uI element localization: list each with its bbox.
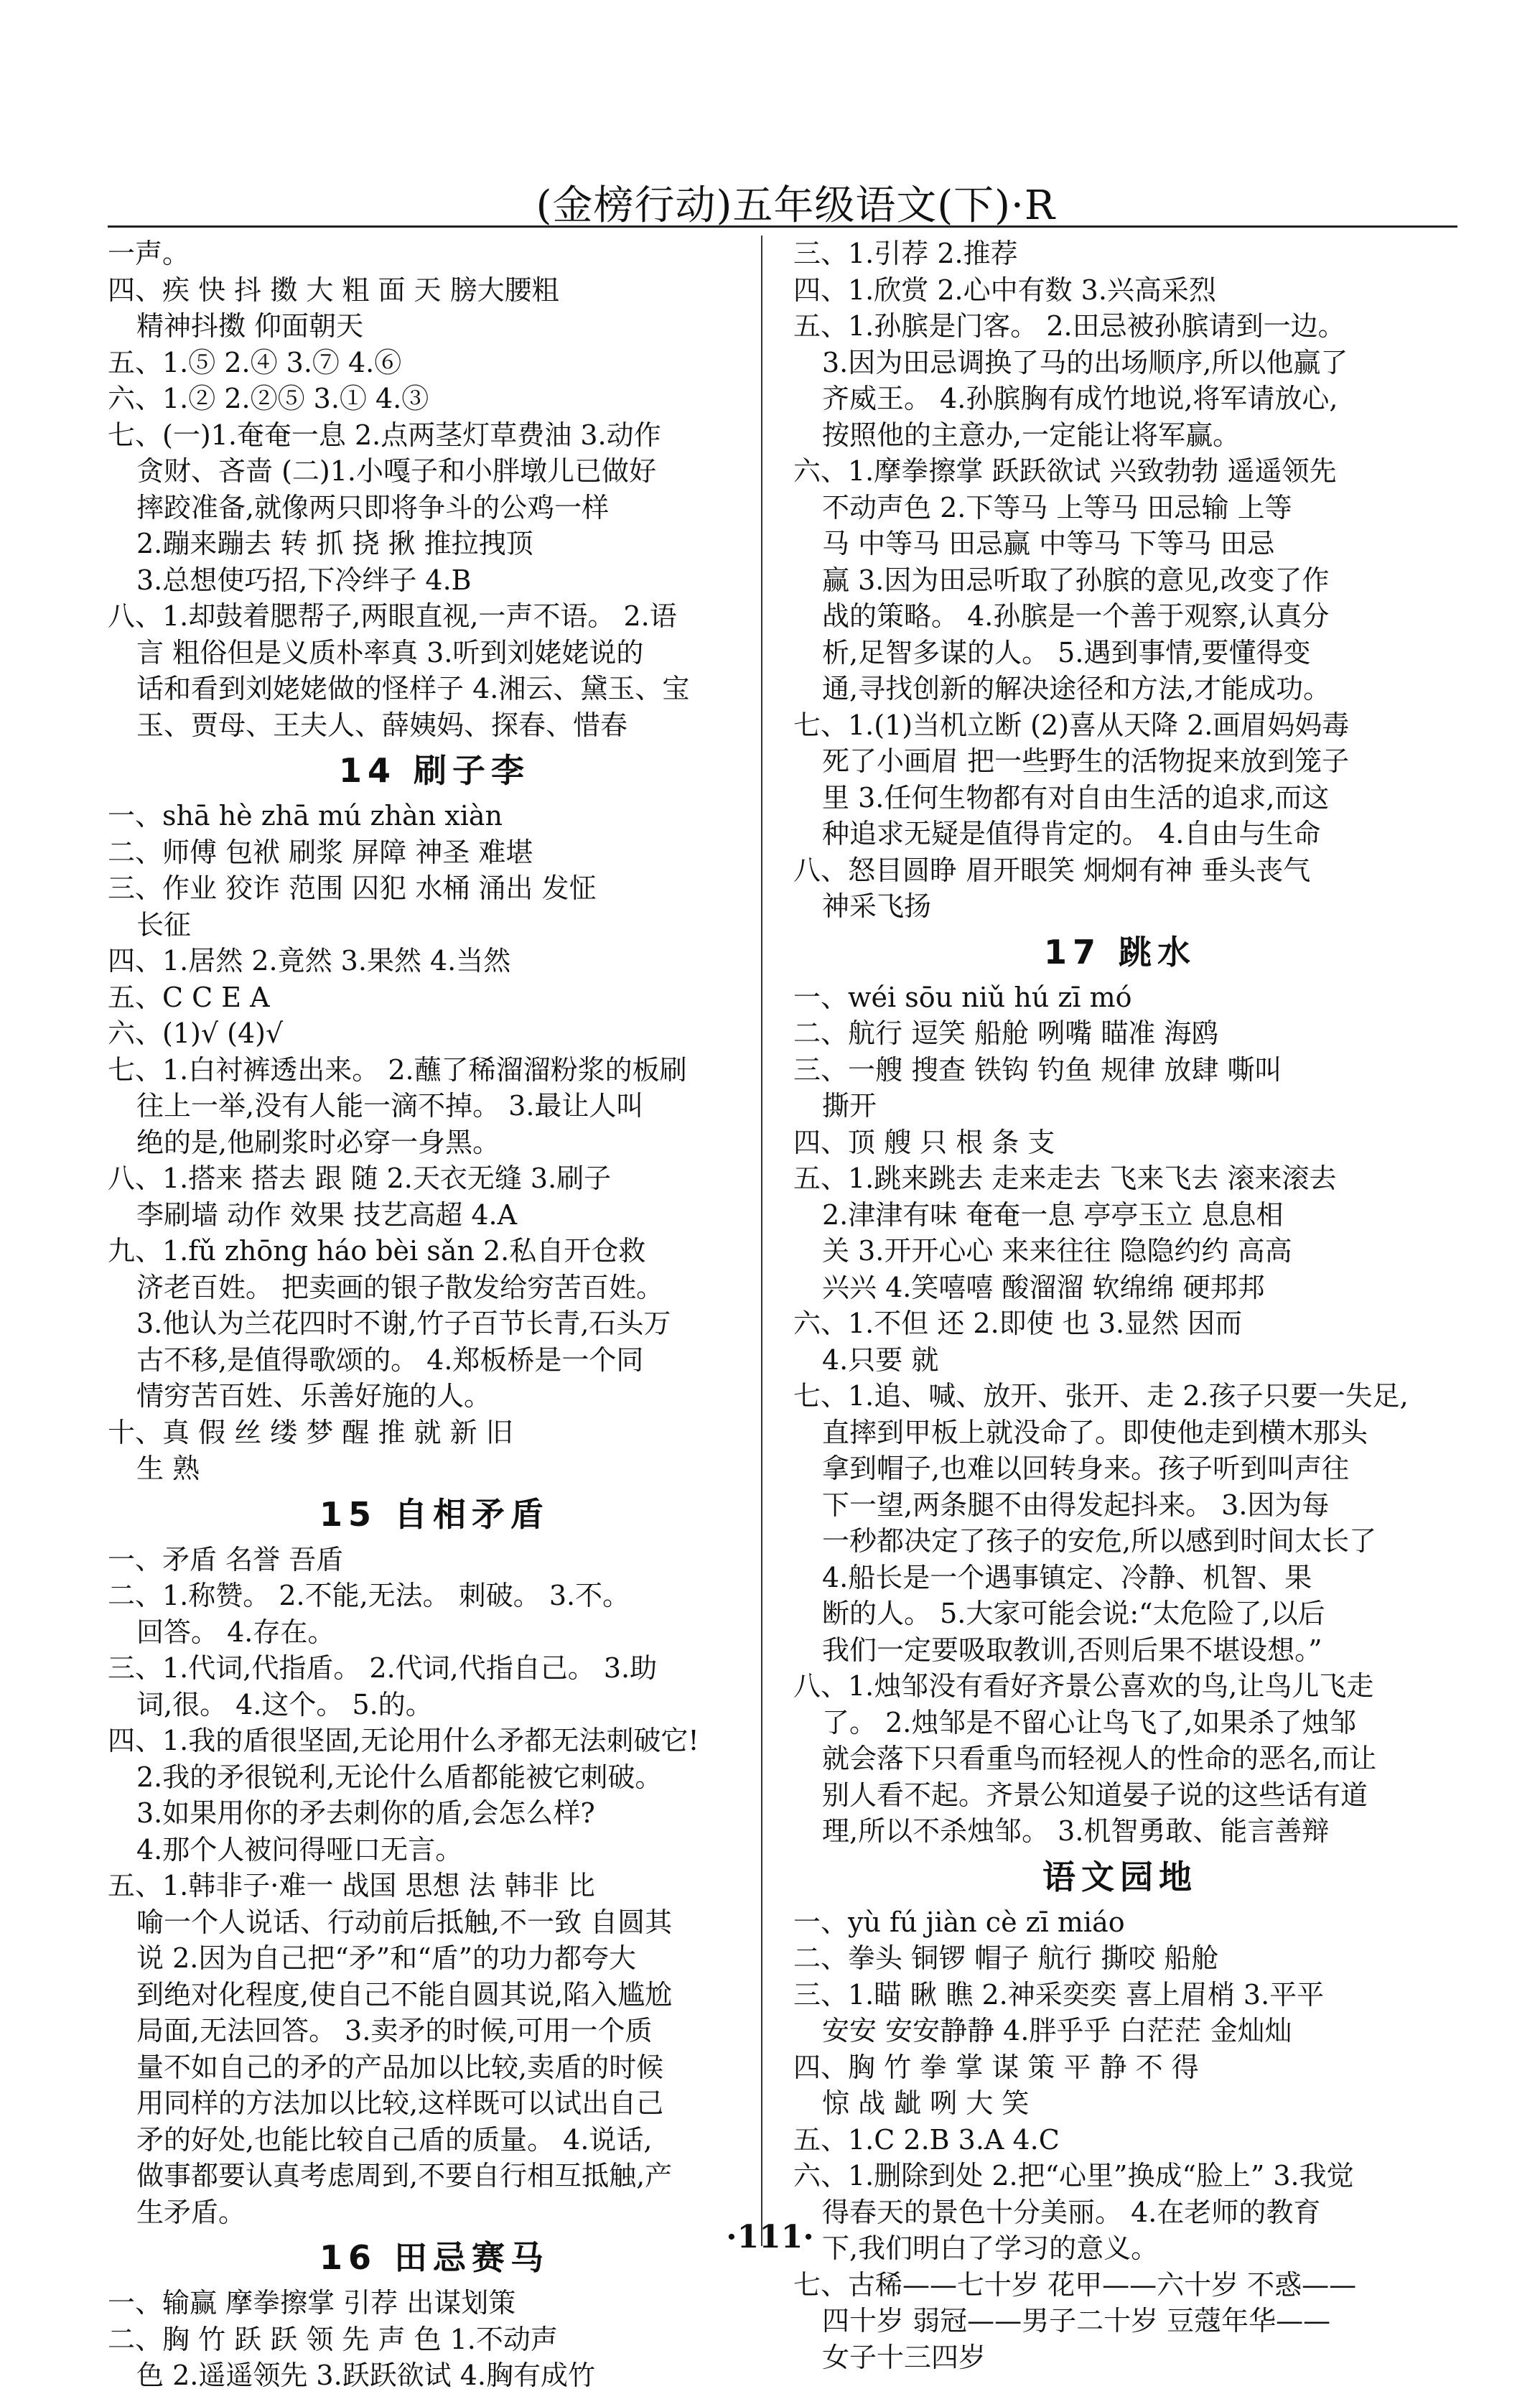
section-title: 语文园地	[1042, 1857, 1198, 1896]
answer-line: 神采飞扬	[822, 890, 932, 922]
answer-line: 五、1.跳来跳去 走来走去 飞来飞去 滚来滚去	[793, 1163, 1337, 1194]
answer-line: 得春天的景色十分美丽。 4.在老师的教育	[822, 2196, 1321, 2228]
answer-line: 2.我的矛很锐利,无论什么盾都能被它刺破。	[136, 1761, 663, 1793]
answer-line: 三、1.代词,代指盾。 2.代词,代指自己。 3.助	[108, 1652, 658, 1684]
answer-line: 词,很。 4.这个。 5.的。	[136, 1688, 433, 1720]
answer-line: 马 中等马 田忌赢 中等马 下等马 田忌	[822, 528, 1275, 559]
answer-line: 一、wéi sōu niǔ hú zī mó	[793, 981, 1132, 1013]
answer-line: 二、拳头 铜锣 帽子 航行 撕咬 船舱	[793, 1942, 1219, 1974]
answer-line: 二、1.称赞。 2.不能,无法。 刺破。 3.不。	[108, 1580, 630, 1611]
page-header	[108, 182, 1457, 229]
answer-line: 了。 2.烛邹是不留心让鸟飞了,如果杀了烛邹	[822, 1706, 1357, 1738]
answer-line: 贪财、吝啬 (二)1.小嘎子和小胖墩儿已做好	[136, 455, 656, 487]
answer-line: 七、(一)1.奄奄一息 2.点两茎灯草费油 3.动作	[108, 419, 661, 451]
answer-line: 六、1.不但 还 2.即使 也 3.显然 因而	[793, 1308, 1243, 1339]
answer-line: 二、师傅 包袱 刷浆 屏障 神圣 难堪	[108, 836, 533, 868]
answer-line: 喻一个人说话、行动前后抵触,不一致 自圆其	[136, 1906, 673, 1938]
answer-line: 4.那个人被问得哑口无言。	[136, 1833, 463, 1866]
answer-line: 矛的好处,也能比较自己盾的质量。 4.说话,	[136, 2123, 653, 2156]
answer-line: 一、矛盾 名誉 吾盾	[108, 1543, 344, 1575]
answer-line: 一、输赢 摩拳擦掌 引荐 出谋划策	[108, 2287, 516, 2319]
answer-line: 就会落下只看重鸟而轻视人的性命的恶名,而让	[822, 1743, 1377, 1774]
answer-line: 生矛盾。	[136, 2196, 246, 2228]
section-title: 14 刷子李	[338, 751, 531, 790]
left-column	[108, 236, 762, 2391]
answer-line: 十、真 假 丝 缕 梦 醒 推 就 新 旧	[108, 1416, 513, 1448]
answer-line: 一秒都决定了孩子的安危,所以感到时间太长了	[822, 1525, 1377, 1557]
answer-line: 五、1.孙膑是门客。 2.田忌被孙膑请到一边。	[793, 310, 1345, 342]
answer-line: 四、1.欣赏 2.心中有数 3.兴高采烈	[793, 274, 1216, 306]
answer-line: 通,寻找创新的解决途径和方法,才能成功。	[822, 673, 1331, 704]
answer-line: 拿到帽子,也难以回转身来。孩子听到叫声往	[822, 1453, 1350, 1484]
answer-line: 三、作业 狡诈 范围 囚犯 水桶 涌出 发怔	[108, 872, 597, 904]
answer-line: 三、1.瞄 瞅 瞧 2.神采奕奕 喜上眉梢 3.平平	[793, 1978, 1325, 2011]
answer-line: 古不移,是值得歌颂的。 4.郑板桥是一个同	[136, 1343, 644, 1376]
answer-line: 兴兴 4.笑嘻嘻 酸溜溜 软绵绵 硬邦邦	[822, 1271, 1265, 1303]
answer-line: 理,所以不杀烛邹。 3.机智勇敢、能言善辩	[822, 1815, 1330, 1847]
answer-line: 种追求无疑是值得肯定的。 4.自由与生命	[822, 818, 1321, 849]
answer-line: 局面,无法回答。 3.卖矛的时候,可用一个质	[136, 2015, 653, 2046]
answer-line: 济老百姓。 把卖画的银子散发给穷苦百姓。	[136, 1271, 664, 1303]
answer-line: 七、1.(1)当机立断 (2)喜从天降 2.画眉妈妈毒	[793, 709, 1350, 741]
answer-line: 四、胸 竹 拳 掌 谋 策 平 静 不 得	[793, 2051, 1199, 2083]
answer-line: 下一望,两条腿不由得发起抖来。 3.因为每	[822, 1489, 1330, 1521]
answer-line: 七、1.白衬裤透出来。 2.蘸了稀溜溜粉浆的板刷	[108, 1053, 687, 1086]
answer-line: 情穷苦百姓、乐善好施的人。	[136, 1380, 492, 1412]
answer-line: 八、1.搭来 搭去 跟 随 2.天衣无缝 3.刷子	[108, 1163, 612, 1194]
answer-line: 说 2.因为自己把“矛”和“盾”的功力都夸大	[136, 1942, 637, 1974]
answer-line: 五、C C E A	[108, 981, 270, 1013]
answer-line: 我们一定要吸取教训,否则后果不堪设想。”	[822, 1634, 1322, 1666]
answer-line: 回答。 4.存在。	[136, 1616, 335, 1648]
answer-line: 2.津津有味 奄奄一息 亭亭玉立 息息相	[822, 1198, 1284, 1231]
answer-line: 析,足智多谋的人。 5.遇到事情,要懂得变	[822, 636, 1311, 669]
answer-line: 摔跤准备,就像两只即将争斗的公鸡一样	[136, 491, 610, 523]
answer-line: 五、1.韩非子·难一 战国 思想 法 韩非 比	[108, 1870, 595, 1901]
answer-line: 四、疾 快 抖 擞 大 粗 面 天 膀大腰粗	[108, 274, 559, 306]
section-title: 16 田忌赛马	[319, 2238, 550, 2277]
answer-line: 量不如自己的矛的产品加以比较,卖盾的时候	[136, 2051, 664, 2083]
answer-line: 四十岁 弱冠——男子二十岁 豆蔻年华——	[822, 2305, 1331, 2337]
answer-line: 五、1.C 2.B 3.A 4.C	[793, 2123, 1060, 2156]
answer-line: 一声。	[108, 238, 190, 269]
answer-line: 四、1.居然 2.竟然 3.果然 4.当然	[108, 945, 511, 977]
answer-line: 玉、贾母、王夫人、薛姨妈、探春、惜春	[136, 709, 628, 741]
answer-line: 死了小画眉 把一些野生的活物捉来放到笼子	[822, 745, 1350, 777]
answer-line: 关 3.开开心心 来来往往 隐隐约约 高高	[822, 1235, 1292, 1267]
answer-line: 用同样的方法加以比较,这样既可以试出自己	[136, 2087, 664, 2119]
answer-line: 二、航行 逗笑 船舱 咧嘴 瞄准 海鸥	[793, 1017, 1219, 1049]
answer-line: 六、1.删除到处 2.把“心里”换成“脸上” 3.我觉	[793, 2160, 1354, 2192]
answer-line: 六、1.② 2.②⑤ 3.① 4.③	[108, 383, 429, 414]
answer-line: 绝的是,他刷浆时必穿一身黑。	[136, 1126, 500, 1158]
answer-line: 生 熟	[136, 1453, 200, 1484]
answer-line: 3.他认为兰花四时不谢,竹子百节长青,石头万	[136, 1308, 671, 1339]
answer-line: 齐威王。 4.孙膑胸有成竹地说,将军请放心,	[822, 383, 1338, 414]
answer-line: 4.船长是一个遇事镇定、冷静、机智、果	[822, 1561, 1312, 1593]
answer-line: 四、顶 艘 只 根 条 支	[793, 1126, 1055, 1158]
answer-line: 精神抖擞 仰面朝天	[136, 310, 364, 342]
answer-line: 三、一艘 搜查 铁钩 钓鱼 规律 放肆 嘶叫	[793, 1053, 1282, 1086]
answer-line: 话和看到刘姥姥做的怪样子 4.湘云、黛玉、宝	[136, 673, 690, 704]
answer-line: 八、怒目圆睁 眉开眼笑 炯炯有神 垂头丧气	[793, 854, 1311, 886]
answer-line: 不动声色 2.下等马 上等马 田忌输 上等	[822, 491, 1292, 523]
answer-line: 4.只要 就	[822, 1343, 939, 1376]
answer-line: 往上一举,没有人能一滴不掉。 3.最让人叫	[136, 1090, 644, 1122]
answer-line: 3.如果用你的矛去刺你的盾,会怎么样?	[136, 1797, 595, 1829]
answer-line: 长征	[136, 908, 192, 941]
answer-line: 六、(1)√ (4)√	[108, 1017, 284, 1049]
answer-line: 别人看不起。齐景公知道晏子说的这些话有道	[822, 1779, 1368, 1811]
answer-line: 里 3.任何生物都有对自由生活的追求,而这	[822, 781, 1330, 814]
answer-line: 到绝对化程度,使自己不能自圆其说,陷入尴尬	[136, 1978, 673, 2011]
answer-line: 六、1.摩拳擦掌 跃跃欲试 兴致勃勃 遥遥领先	[793, 455, 1337, 487]
answer-line: 李刷墙 动作 效果 技艺高超 4.A	[136, 1198, 518, 1231]
answer-line: 色 2.遥遥领先 3.跃跃欲试 4.胸有成竹	[136, 2360, 596, 2391]
answer-line: 女子十三四岁	[822, 2341, 986, 2373]
page-number: ·111·	[726, 2219, 814, 2255]
section-title: 17 跳水	[1043, 932, 1197, 972]
answer-line: 四、1.我的盾很坚固,无论用什么矛都无法刺破它!	[108, 1725, 699, 1756]
answer-line: 言 粗俗但是义质朴率真 3.听到刘姥姥说的	[136, 636, 644, 669]
answer-line: 按照他的主意办,一定能让将军赢。	[822, 419, 1241, 451]
right-column	[793, 236, 1447, 2375]
answer-line: 3.因为田忌调换了马的出场顺序,所以他赢了	[822, 346, 1348, 378]
section-title: 15 自相矛盾	[319, 1494, 550, 1534]
answer-line: 直摔到甲板上就没命了。即使他走到横木那头	[822, 1416, 1368, 1448]
answer-line: 3.总想使巧招,下冷绊子 4.B	[136, 564, 472, 596]
answer-line: 惊 战 龇 咧 大 笑	[822, 2087, 1030, 2119]
book-title: (金榜行动)五年级语文(下)·R	[536, 182, 1055, 229]
answer-line: 做事都要认真考虑周到,不要自行相互抵触,产	[136, 2160, 673, 2192]
answer-line: 七、1.追、喊、放开、张开、走 2.孩子只要一失足,	[793, 1380, 1409, 1412]
answer-line: 战的策略。 4.孙膑是一个善于观察,认真分	[822, 600, 1330, 632]
answer-line: 三、1.引荐 2.推荐	[793, 238, 1018, 269]
answer-line: 七、古稀——七十岁 花甲——六十岁 不惑——	[793, 2268, 1357, 2301]
answer-line: 一、shā hè zhā mú zhàn xiàn	[108, 800, 503, 832]
answer-line: 二、胸 竹 跃 跃 领 先 声 色 1.不动声	[108, 2323, 558, 2355]
answer-line: 九、1.fǔ zhōng háo bèi sǎn 2.私自开仓救	[108, 1235, 646, 1267]
answer-line: 八、1.烛邹没有看好齐景公喜欢的鸟,让鸟儿飞走	[793, 1670, 1374, 1702]
answer-line: 2.蹦来蹦去 转 抓 挠 揪 推拉拽顶	[136, 528, 533, 559]
answer-line: 撕开	[822, 1090, 877, 1122]
answer-line: 安安 安安静静 4.胖乎乎 白茫茫 金灿灿	[822, 2015, 1292, 2046]
answer-line: 一、yù fú jiàn cè zī miáo	[793, 1906, 1125, 1938]
answer-line: 八、1.却鼓着腮帮子,两眼直视,一声不语。 2.语	[108, 600, 677, 632]
answer-line: 赢 3.因为田忌听取了孙膑的意见,改变了作	[822, 564, 1330, 596]
answer-line: 五、1.⑤ 2.④ 3.⑦ 4.⑥	[108, 346, 402, 378]
answer-line: 断的人。 5.大家可能会说:“太危险了,以后	[822, 1598, 1325, 1629]
answer-line: 下,我们明白了学习的意义。	[822, 2232, 1159, 2264]
